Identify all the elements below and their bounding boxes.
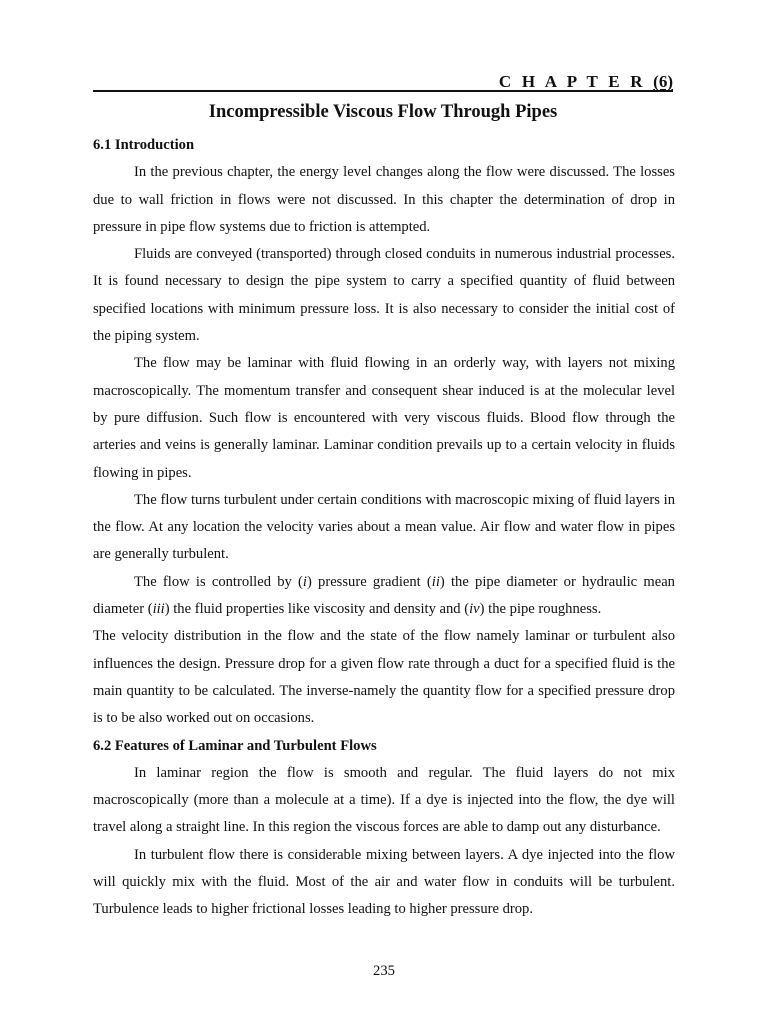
section-heading-introduction: 6.1 Introduction [93, 137, 195, 153]
paragraph: The flow turns turbulent under certain conditions with macroscopic mixing of fluid layers in the flow. At any location the velocity varies about a mean value. Air flow and water flow in pipes are generally turbulent. [93, 491, 675, 563]
page-number: 235 [373, 963, 395, 979]
paragraph: Fluids are conveyed (transported) through closed conduits in numerous industrial processes. It is found necessary to design the pipe system to carry a specified quantity of fluid between specified locations with minimum pressure loss. It is also necessary to consider the initial cost of the piping system. [93, 246, 675, 345]
paragraph-flow-controls: The flow is controlled by (i) pressure gradient (ii) the pipe diameter or hydraulic mean diameter (iii) the fluid properties like viscosity and density and (iv) the pipe roughness. [93, 573, 675, 618]
chapter-title: Incompressible Viscous Flow Through Pipes [208, 102, 558, 122]
section-heading-features: 6.2 Features of Laminar and Turbulent Flows [93, 737, 377, 754]
paragraph: In laminar region the flow is smooth and regular. The fluid layers do not mix macroscopically (more than a molecule at a time). If a dye is injected into the flow, the dye will travel along a straight line. In this region the viscous forces are able to damp out any disturbance. [93, 764, 675, 836]
paragraph: The flow may be laminar with fluid flowing in an orderly way, with layers not mixing macroscopically. The momentum transfer and consequent shear induced is at the molecular level by pure diffusion. Such flow is encountered with very viscous fluids. Blood flow through the arteries and veins is generally laminar. Laminar condition prevails up to a certain velocity in fluids flowing in pipes. [93, 355, 675, 481]
header-rule [93, 90, 673, 92]
paragraph: In the previous chapter, the energy level changes along the flow were discussed. The losses due to wall friction in flows were not discussed. In this chapter the determination of drop in pressure in pipe flow systems due to friction is attempted. [93, 164, 675, 235]
chapter-heading [93, 72, 673, 92]
body-text [93, 132, 675, 924]
chapter-number: (6) [653, 72, 673, 91]
paragraph: In turbulent flow there is considerable mixing between layers. A dye injected into the flow will quickly mix with the fluid. Most of the air and water flow in conduits will be turbulent. Turbulence leads to higher frictional losses leading to higher pressure drop. [93, 846, 675, 918]
chapter-label: C H A P T E R [498, 72, 646, 91]
paragraph: The velocity distribution in the flow and the state of the flow namely laminar or turbulent also influences the design. Pressure drop for a given flow rate through a duct for a specified fluid is the main quantity to be calculated. The inverse-namely the quantity flow for a specified pressure drop is to be also worked out on occasions. [93, 628, 675, 727]
